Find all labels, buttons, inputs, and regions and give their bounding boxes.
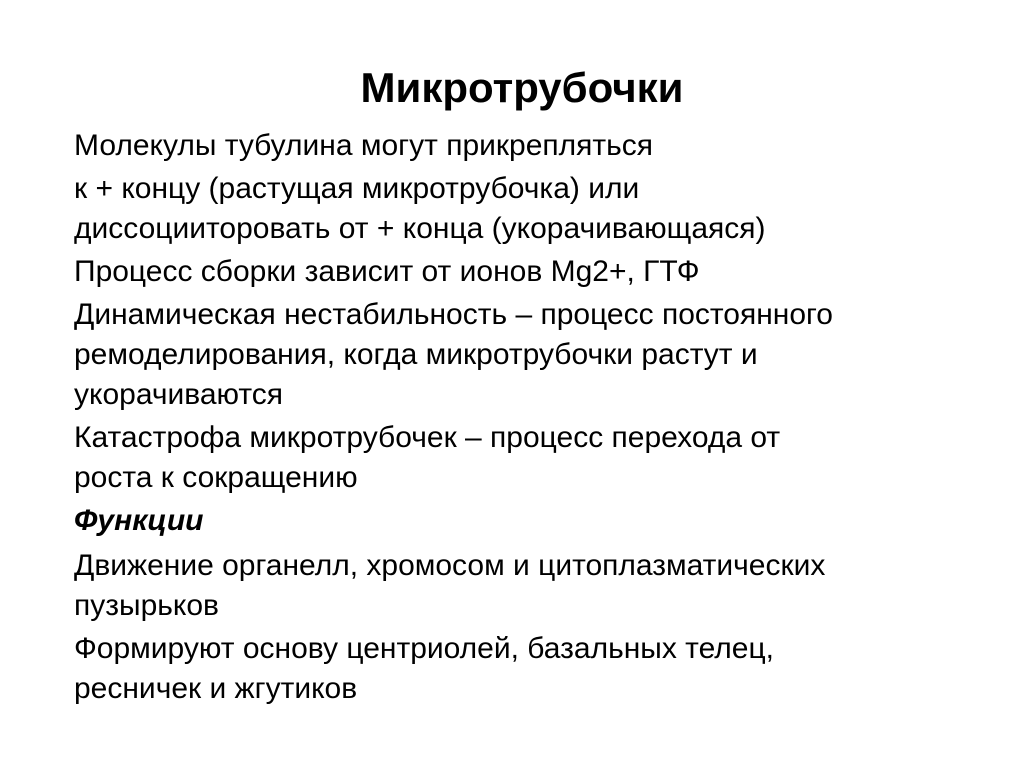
paragraph-dynamic-instability [74,295,974,415]
text-line: Динамическая нестабильность – процесс постоянного [74,298,833,331]
heading-text: Функции [74,504,204,537]
paragraph-catastrophe [74,418,974,498]
text-line: Формируют основу центриолей, базальных телец, [74,632,774,665]
paragraph-centrioles [74,629,974,709]
text-line: ресничек и жгутиков [74,672,358,705]
text-line: Катастрофа микротрубочек – процесс перехода от [74,421,781,454]
slide-title: Микротрубочки [360,64,684,111]
paragraph-plus-end [74,169,974,249]
slide-body [74,126,974,712]
text-line: Движение органелл, хромосом и цитоплазматических [74,549,826,582]
text-line: роста к сокращению [74,461,358,494]
paragraph-organelle-movement [74,546,974,626]
text-line: к + концу (растущая микротрубочка) или [74,172,640,205]
text-line: укорачиваются [74,378,284,411]
text-line: пузырьков [74,589,219,622]
text-line: диссоцииторовать от + конца (укорачивающаяся) [74,212,766,245]
text-line: Процесс сборки зависит от ионов Mg2+, ГТФ [74,255,700,288]
section-heading-functions [74,501,974,541]
paragraph-tubulin-attach [74,126,974,166]
text-line: ремоделирования, когда микротрубочки растут и [74,338,758,371]
text-line: Молекулы тубулина могут прикрепляться [74,129,653,162]
paragraph-assembly [74,252,974,292]
